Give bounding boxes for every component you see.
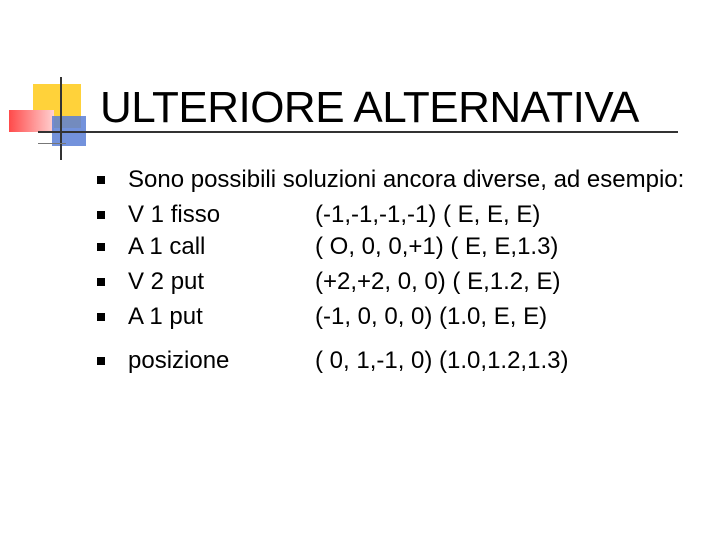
bullet-item [0,302,720,332]
bullet-text: posizione [128,347,230,374]
title-ornament-short-line [38,143,66,144]
bullet-item [0,165,720,195]
bullet-text: Sono possibili soluzioni ancora diverse, ad esempio: [128,166,685,193]
bullet-values: (-1, 0, 0, 0) (1.0, E, E) [315,303,548,330]
title-ornament-vertical-line [60,77,62,160]
bullet-text: A 1 put [128,303,203,330]
square-bullet-icon [97,243,105,251]
title-ornament-red-bar [9,110,54,132]
bullet-values: ( 0, 1,-1, 0) (1.0,1.2,1.3) [315,347,569,374]
bullet-item [0,346,720,376]
bullet-item [0,267,720,297]
bullet-values: ( O, 0, 0,+1) ( E, E,1.3) [315,233,559,260]
bullet-values: (+2,+2, 0, 0) ( E,1.2, E) [315,268,561,295]
bullet-item [0,200,720,230]
square-bullet-icon [97,313,105,321]
bullet-text: V 2 put [128,268,205,295]
square-bullet-icon [97,211,105,219]
square-bullet-icon [97,278,105,286]
square-bullet-icon [97,176,105,184]
slide-title: ULTERIORE ALTERNATIVA [100,83,639,132]
bullet-text: A 1 call [128,233,206,260]
square-bullet-icon [97,357,105,365]
bullet-item [0,232,720,262]
bullet-values: (-1,-1,-1,-1) ( E, E, E) [315,201,541,228]
bullet-text: V 1 fisso [128,201,221,228]
